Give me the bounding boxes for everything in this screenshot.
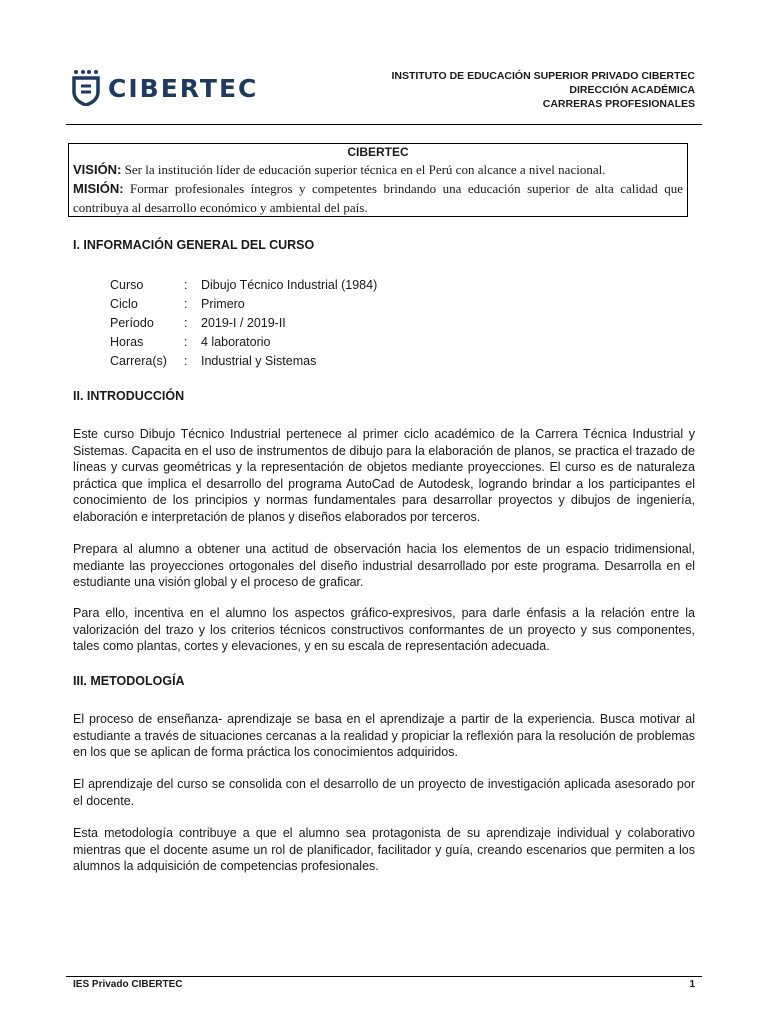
footer-institution: IES Privado CIBERTEC	[73, 979, 183, 990]
methodology-paragraph-3: Esta metodología contribuye a que el alumno sea protagonista de su aprendizaje individual y colaborativo mientras que el docente asume un rol de planificador, facilitador y guía, creando escenarios que permiten a los alumnos la adquisición de competencias profesionales.	[73, 826, 695, 873]
info-row	[110, 295, 377, 314]
methodology-paragraph-1: El proceso de enseñanza- aprendizaje se basa en el aprendizaje a partir de la experiencia. Busca motivar al estudiante a través de situaciones cercanas a la realidad y propiciar la reflexión para la resolución de problemas en los que se aplican de forma práctica los conocimientos adquiridos.	[73, 712, 695, 759]
info-row	[110, 352, 377, 371]
info-row	[110, 333, 377, 352]
footer-divider	[66, 976, 702, 977]
methodology-paragraph-2: El aprendizaje del curso se consolida con el desarrollo de un proyecto de investigación aplicada asesorado por el docente.	[73, 777, 695, 808]
header-divider	[66, 124, 702, 125]
info-key: Carrera(s)	[110, 354, 167, 368]
info-sep: :	[184, 278, 188, 292]
page-number: 1	[689, 979, 695, 990]
vision-statement	[73, 160, 683, 179]
info-value: 4 laboratorio	[201, 335, 271, 349]
vision-text: Ser la institución líder de educación superior técnica en el Perú con alcance a nivel nacional.	[121, 162, 606, 177]
section-heading-intro: II. INTRODUCCIÓN	[73, 389, 185, 403]
mision-text: Formar profesionales íntegros y competentes brindando una educación superior de alta calidad que contribuya al desarrollo económico y ambiental del país.	[73, 181, 683, 215]
shield-logo-icon	[72, 70, 100, 106]
section-heading-info: I. INFORMACIÓN GENERAL DEL CURSO	[73, 238, 315, 252]
course-info-table	[110, 276, 377, 371]
vision-mission-box	[68, 143, 688, 217]
header-line-1: INSTITUTO DE EDUCACIÓN SUPERIOR PRIVADO CIBERTEC	[391, 70, 695, 82]
vision-label: VISIÓN:	[73, 162, 122, 177]
info-value: 2019-I / 2019-II	[201, 316, 286, 330]
info-key: Curso	[110, 278, 144, 292]
info-sep: :	[184, 297, 188, 311]
mision-statement	[73, 179, 683, 217]
box-title: CIBERTEC	[347, 145, 409, 159]
intro-paragraph-1: Este curso Dibujo Técnico Industrial pertenece al primer ciclo académico de la Carrera Técnica Industrial y Sistemas. Capacita en el uso de instrumentos de dibujo para la elaboración de planos, se practica el trazado de líneas y curvas geométricas y la representación de objetos mediante proyecciones. El curso es de naturaleza práctica que implica el desarrollo del programa AutoCad de Autodesk, logrando brindar a los participantes el conocimiento de los principios y normas fundamentales para desarrollar proyectos y dibujos de ingeniería, elaboración e interpretación de planos y diseños elaborados por terceros.	[73, 427, 695, 524]
intro-paragraph-2: Prepara al alumno a obtener una actitud de observación hacia los elementos de un espacio tridimensional, mediante las proyecciones ortogonales del diseño industrial desarrollado por este programa. Desarrolla en el estudiante una visión global y el proceso de graficar.	[73, 542, 695, 589]
intro-paragraph-3: Para ello, incentiva en el alumno los aspectos gráfico-expresivos, para darle énfasis a la relación entre la valorización del trazo y los criterios técnicos constructivos conformantes de un proyecto y sus componentes, tales como plantas, cortes y elevaciones, y en su escala de representación adecuada.	[73, 606, 695, 653]
header-line-3: CARRERAS PROFESIONALES	[542, 98, 695, 110]
cibertec-logo	[72, 70, 258, 106]
section-heading-methodology: III. METODOLOGÍA	[73, 674, 185, 688]
info-key: Período	[110, 316, 154, 330]
info-sep: :	[184, 316, 188, 330]
info-value: Dibujo Técnico Industrial (1984)	[201, 278, 378, 292]
info-row	[110, 276, 377, 295]
header-line-2: DIRECCIÓN ACADÉMICA	[569, 84, 695, 96]
institution-header	[391, 69, 695, 111]
info-value: Primero	[201, 297, 245, 311]
mision-label: MISIÓN:	[73, 181, 124, 196]
info-sep: :	[184, 354, 188, 368]
info-row	[110, 314, 377, 333]
logo-text: CIBERTEC	[108, 73, 259, 103]
info-key: Ciclo	[110, 297, 138, 311]
info-value: Industrial y Sistemas	[201, 354, 317, 368]
info-key: Horas	[110, 335, 144, 349]
info-sep: :	[184, 335, 188, 349]
